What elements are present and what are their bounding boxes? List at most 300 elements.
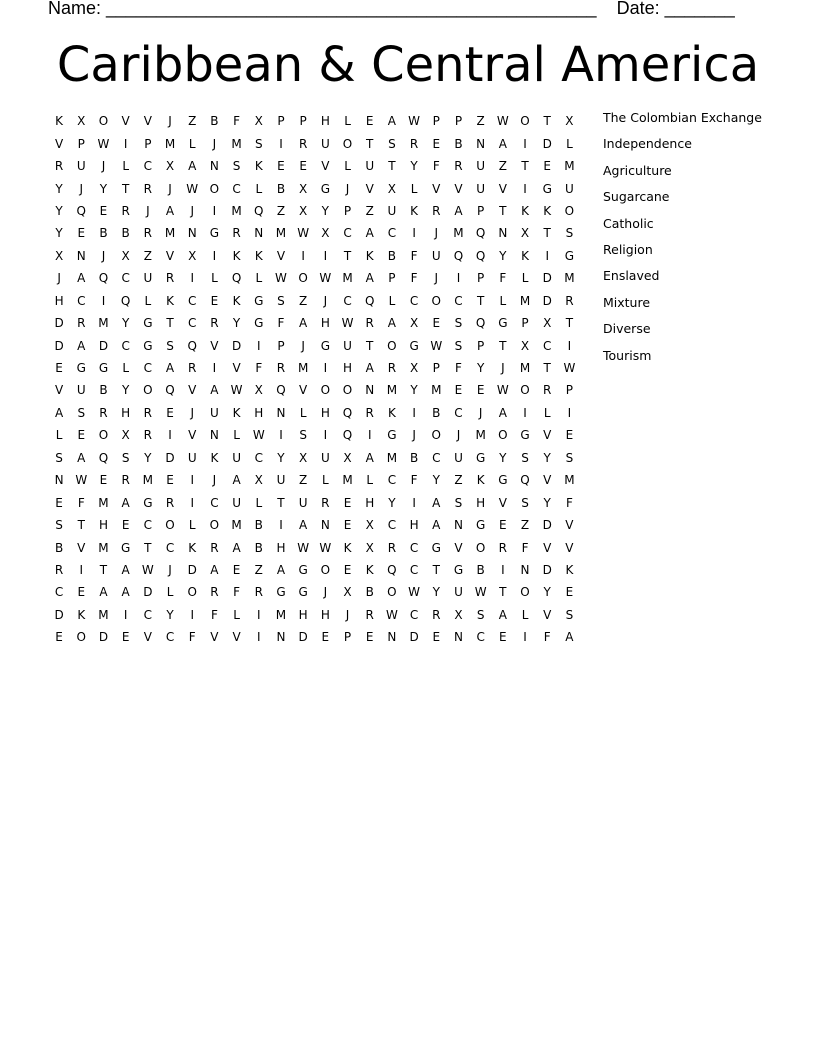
grid-letter[interactable]: X (520, 338, 530, 353)
grid-letter[interactable]: H (365, 495, 375, 510)
grid-letter[interactable]: L (521, 271, 529, 286)
grid-letter[interactable]: D (409, 630, 419, 645)
grid-letter[interactable]: R (77, 316, 86, 331)
grid-letter[interactable]: Q (165, 383, 175, 398)
grid-letter[interactable]: Z (476, 114, 485, 129)
grid-letter[interactable]: A (121, 495, 130, 510)
grid-letter[interactable]: I (412, 405, 416, 420)
grid-letter[interactable]: K (188, 540, 197, 555)
grid-letter[interactable]: V (210, 630, 219, 645)
grid-letter[interactable]: E (343, 518, 352, 533)
grid-letter[interactable]: W (341, 316, 354, 331)
grid-letter[interactable]: Q (475, 248, 486, 263)
grid-letter[interactable]: B (254, 518, 263, 533)
grid-letter[interactable]: C (143, 607, 153, 622)
grid-letter[interactable]: L (166, 585, 174, 600)
grid-letter[interactable]: T (77, 518, 85, 533)
grid-letter[interactable]: X (54, 248, 64, 263)
grid-letter[interactable]: I (79, 562, 84, 577)
grid-letter[interactable]: A (498, 607, 507, 622)
grid-letter[interactable]: I (101, 293, 106, 308)
grid-letter[interactable]: N (476, 136, 486, 151)
grid-letter[interactable]: Z (299, 293, 308, 308)
grid-letter[interactable]: I (190, 473, 194, 488)
grid-letter[interactable]: K (565, 562, 574, 577)
grid-letter[interactable]: G (453, 562, 464, 577)
grid-letter[interactable]: R (321, 495, 330, 510)
grid-letter[interactable]: O (143, 383, 153, 398)
grid-letter[interactable]: I (279, 136, 283, 151)
grid-letter[interactable]: Q (475, 316, 486, 331)
grid-letter[interactable]: S (454, 316, 463, 331)
grid-letter[interactable]: X (254, 473, 263, 488)
grid-letter[interactable]: N (520, 562, 530, 577)
grid-letter[interactable]: Y (55, 226, 63, 241)
grid-letter[interactable]: I (412, 226, 416, 241)
grid-letter[interactable]: C (454, 293, 463, 308)
grid-letter[interactable]: R (143, 428, 153, 443)
grid-letter[interactable]: J (57, 271, 61, 286)
grid-letter[interactable]: Y (55, 203, 63, 218)
grid-letter[interactable]: N (276, 630, 286, 645)
grid-letter[interactable]: G (320, 338, 330, 353)
grid-letter[interactable]: G (254, 316, 264, 331)
grid-letter[interactable]: M (431, 383, 442, 398)
grid-letter[interactable]: R (54, 159, 64, 174)
grid-letter[interactable]: M (564, 271, 575, 286)
grid-letter[interactable]: B (454, 136, 463, 151)
grid-letter[interactable]: I (257, 607, 261, 622)
grid-letter[interactable]: C (143, 159, 153, 174)
grid-letter[interactable]: P (343, 203, 352, 218)
grid-letter[interactable]: C (409, 293, 419, 308)
grid-letter[interactable]: T (166, 316, 174, 331)
grid-letter[interactable]: M (98, 495, 109, 510)
grid-letter[interactable]: A (432, 518, 441, 533)
grid-letter[interactable]: W (252, 428, 265, 443)
grid-letter[interactable]: E (99, 473, 108, 488)
grid-letter[interactable]: X (254, 383, 263, 398)
grid-letter[interactable]: V (77, 540, 86, 555)
grid-letter[interactable]: M (275, 226, 287, 241)
grid-letter[interactable]: W (319, 540, 332, 555)
grid-letter[interactable]: T (499, 338, 507, 353)
grid-letter[interactable]: A (232, 540, 241, 555)
grid-letter[interactable]: R (254, 585, 263, 600)
grid-letter[interactable]: M (475, 428, 486, 443)
grid-letter[interactable]: J (190, 405, 194, 420)
grid-letter[interactable]: T (121, 181, 130, 196)
grid-letter[interactable]: T (543, 114, 551, 129)
grid-letter[interactable]: G (542, 181, 552, 196)
grid-letter[interactable]: M (164, 136, 176, 151)
grid-letter[interactable]: I (523, 136, 527, 151)
grid-letter[interactable]: T (499, 585, 507, 600)
grid-letter[interactable]: X (165, 159, 175, 174)
grid-letter[interactable]: W (141, 562, 154, 577)
grid-letter[interactable]: Z (520, 518, 530, 533)
grid-letter[interactable]: A (498, 136, 507, 151)
grid-letter[interactable]: V (543, 540, 552, 555)
grid-letter[interactable]: O (76, 630, 86, 645)
grid-letter[interactable]: U (210, 405, 219, 420)
grid-letter[interactable]: U (76, 383, 86, 398)
grid-letter[interactable]: F (432, 159, 440, 174)
grid-letter[interactable]: Q (342, 405, 353, 420)
grid-letter[interactable]: H (54, 293, 64, 308)
grid-letter[interactable]: E (343, 495, 352, 510)
grid-letter[interactable]: A (365, 361, 374, 376)
grid-letter[interactable]: B (387, 248, 397, 263)
grid-letter[interactable]: U (320, 136, 330, 151)
grid-letter[interactable]: E (99, 203, 108, 218)
grid-letter[interactable]: I (412, 495, 416, 510)
grid-letter[interactable]: J (456, 428, 461, 443)
grid-letter[interactable]: G (431, 540, 441, 555)
grid-letter[interactable]: C (165, 540, 175, 555)
grid-letter[interactable]: Z (498, 159, 507, 174)
grid-letter[interactable]: E (77, 428, 86, 443)
grid-letter[interactable]: J (190, 203, 194, 218)
grid-letter[interactable]: R (165, 271, 175, 286)
name-blank[interactable]: _________________________________________________ (106, 0, 597, 18)
grid-letter[interactable]: J (101, 159, 106, 174)
grid-letter[interactable]: T (99, 562, 108, 577)
grid-letter[interactable]: X (299, 181, 308, 196)
grid-letter[interactable]: U (565, 181, 574, 196)
grid-letter[interactable]: L (521, 607, 529, 622)
grid-letter[interactable]: D (298, 630, 308, 645)
grid-letter[interactable]: T (543, 226, 551, 241)
grid-letter[interactable]: D (542, 293, 552, 308)
grid-letter[interactable]: G (476, 518, 486, 533)
grid-letter[interactable]: S (565, 450, 574, 465)
grid-letter[interactable]: F (410, 473, 418, 488)
grid-letter[interactable]: I (212, 361, 217, 376)
grid-letter[interactable]: E (166, 473, 174, 488)
grid-letter[interactable]: M (519, 361, 531, 376)
grid-letter[interactable]: O (387, 585, 397, 600)
grid-letter[interactable]: T (388, 159, 396, 174)
grid-letter[interactable]: E (55, 361, 63, 376)
grid-letter[interactable]: W (408, 114, 421, 129)
grid-letter[interactable]: H (409, 518, 419, 533)
grid-letter[interactable]: E (499, 630, 507, 645)
grid-letter[interactable]: H (254, 405, 264, 420)
grid-letter[interactable]: P (454, 114, 463, 129)
grid-letter[interactable]: J (168, 562, 172, 577)
grid-letter[interactable]: R (210, 585, 219, 600)
grid-letter[interactable]: W (408, 585, 421, 600)
grid-letter[interactable]: V (143, 630, 152, 645)
grid-letter[interactable]: C (77, 293, 86, 308)
grid-letter[interactable]: K (521, 203, 529, 218)
grid-letter[interactable]: V (498, 495, 507, 510)
grid-letter[interactable]: E (454, 383, 463, 398)
grid-letter[interactable]: L (344, 159, 351, 174)
grid-letter[interactable]: I (168, 428, 172, 443)
grid-letter[interactable]: X (543, 316, 552, 331)
grid-letter[interactable]: P (521, 316, 529, 331)
grid-letter[interactable]: Q (254, 203, 264, 218)
grid-letter[interactable]: E (321, 630, 330, 645)
grid-letter[interactable]: X (121, 428, 130, 443)
grid-letter[interactable]: B (210, 114, 219, 129)
grid-letter[interactable]: B (254, 540, 263, 555)
grid-letter[interactable]: G (520, 428, 530, 443)
grid-letter[interactable]: Y (55, 181, 63, 196)
grid-letter[interactable]: N (276, 405, 286, 420)
grid-letter[interactable]: C (188, 316, 197, 331)
grid-letter[interactable]: P (432, 114, 440, 129)
grid-letter[interactable]: F (188, 630, 196, 645)
grid-letter[interactable]: A (454, 203, 463, 218)
grid-letter[interactable]: Z (254, 562, 263, 577)
grid-letter[interactable]: N (187, 226, 197, 241)
grid-letter[interactable]: F (410, 271, 418, 286)
grid-letter[interactable]: J (478, 405, 483, 420)
grid-letter[interactable]: G (98, 361, 109, 376)
grid-letter[interactable]: J (301, 338, 305, 353)
grid-letter[interactable]: G (498, 316, 508, 331)
grid-letter[interactable]: H (320, 405, 330, 420)
grid-letter[interactable]: F (521, 540, 529, 555)
grid-letter[interactable]: Q (475, 226, 486, 241)
grid-letter[interactable]: G (276, 585, 286, 600)
grid-letter[interactable]: X (454, 607, 463, 622)
grid-letter[interactable]: J (101, 248, 106, 263)
grid-letter[interactable]: V (165, 248, 175, 263)
grid-letter[interactable]: P (388, 271, 396, 286)
grid-letter[interactable]: D (98, 630, 109, 645)
grid-letter[interactable]: S (565, 607, 574, 622)
grid-letter[interactable]: P (277, 114, 285, 129)
grid-letter[interactable]: A (121, 562, 130, 577)
grid-letter[interactable]: E (232, 562, 241, 577)
grid-letter[interactable]: R (365, 316, 374, 331)
grid-letter[interactable]: Q (187, 338, 197, 353)
grid-letter[interactable]: V (543, 428, 552, 443)
grid-letter[interactable]: H (320, 316, 330, 331)
grid-letter[interactable]: T (499, 203, 507, 218)
grid-letter[interactable]: A (210, 562, 219, 577)
grid-letter[interactable]: C (409, 562, 419, 577)
grid-letter[interactable]: I (323, 428, 328, 443)
grid-letter[interactable]: C (254, 450, 263, 465)
grid-letter[interactable]: C (121, 271, 130, 286)
grid-letter[interactable]: B (54, 540, 64, 555)
grid-letter[interactable]: I (212, 248, 217, 263)
grid-letter[interactable]: B (121, 226, 130, 241)
grid-letter[interactable]: D (542, 271, 552, 286)
grid-letter[interactable]: K (365, 562, 374, 577)
grid-letter[interactable]: W (319, 271, 332, 286)
grid-letter[interactable]: G (143, 338, 153, 353)
grid-letter[interactable]: U (431, 248, 441, 263)
grid-letter[interactable]: E (121, 630, 130, 645)
grid-letter[interactable]: S (254, 136, 263, 151)
grid-letter[interactable]: M (386, 383, 398, 398)
grid-letter[interactable]: C (476, 630, 485, 645)
grid-letter[interactable]: A (121, 585, 130, 600)
grid-letter[interactable]: Y (410, 159, 418, 174)
grid-letter[interactable]: V (432, 181, 441, 196)
grid-letter[interactable]: C (121, 338, 130, 353)
grid-letter[interactable]: B (276, 181, 286, 196)
grid-letter[interactable]: S (521, 495, 529, 510)
grid-letter[interactable]: N (498, 226, 508, 241)
grid-letter[interactable]: J (168, 181, 172, 196)
grid-letter[interactable]: L (499, 293, 507, 308)
grid-letter[interactable]: Z (188, 114, 197, 129)
grid-letter[interactable]: V (543, 607, 552, 622)
grid-letter[interactable]: T (432, 562, 440, 577)
grid-letter[interactable]: T (144, 540, 152, 555)
grid-letter[interactable]: W (97, 136, 110, 151)
grid-letter[interactable]: R (121, 203, 130, 218)
grid-letter[interactable]: R (143, 181, 153, 196)
grid-letter[interactable]: W (230, 383, 243, 398)
grid-letter[interactable]: N (387, 630, 397, 645)
grid-letter[interactable]: Y (166, 607, 174, 622)
grid-letter[interactable]: O (520, 383, 530, 398)
grid-letter[interactable]: A (165, 203, 175, 218)
grid-letter[interactable]: I (123, 136, 128, 151)
grid-letter[interactable]: S (77, 405, 86, 420)
grid-letter[interactable]: M (297, 361, 309, 376)
grid-letter[interactable]: K (365, 248, 374, 263)
grid-letter[interactable]: H (320, 114, 330, 129)
grid-letter[interactable]: S (299, 428, 307, 443)
grid-letter[interactable]: P (477, 203, 485, 218)
grid-letter[interactable]: I (190, 495, 194, 510)
grid-letter[interactable]: F (77, 495, 85, 510)
grid-letter[interactable]: H (298, 607, 308, 622)
grid-letter[interactable]: A (276, 562, 286, 577)
grid-letter[interactable]: P (432, 361, 440, 376)
grid-letter[interactable]: R (409, 136, 419, 151)
grid-letter[interactable]: D (143, 585, 153, 600)
grid-letter[interactable]: O (342, 136, 353, 151)
grid-letter[interactable]: S (388, 136, 396, 151)
grid-letter[interactable]: S (121, 450, 130, 465)
grid-letter[interactable]: E (77, 226, 86, 241)
grid-letter[interactable]: Q (342, 428, 353, 443)
grid-letter[interactable]: M (519, 293, 531, 308)
grid-letter[interactable]: A (99, 585, 108, 600)
grid-letter[interactable]: Z (299, 473, 308, 488)
grid-letter[interactable]: R (165, 495, 175, 510)
grid-letter[interactable]: N (54, 473, 64, 488)
grid-letter[interactable]: E (432, 630, 441, 645)
grid-letter[interactable]: G (476, 450, 486, 465)
grid-letter[interactable]: E (343, 562, 352, 577)
grid-letter[interactable]: N (76, 248, 86, 263)
grid-letter[interactable]: K (410, 203, 419, 218)
grid-letter[interactable]: I (523, 405, 527, 420)
grid-letter[interactable]: U (276, 473, 286, 488)
grid-letter[interactable]: R (121, 473, 130, 488)
grid-letter[interactable]: J (212, 473, 217, 488)
grid-letter[interactable]: D (165, 450, 175, 465)
grid-letter[interactable]: Y (543, 585, 551, 600)
grid-letter[interactable]: S (476, 607, 485, 622)
grid-letter[interactable]: V (232, 361, 241, 376)
grid-letter[interactable]: T (476, 293, 485, 308)
grid-letter[interactable]: M (564, 159, 575, 174)
grid-letter[interactable]: W (496, 383, 509, 398)
grid-letter[interactable]: M (564, 473, 575, 488)
grid-letter[interactable]: P (299, 114, 307, 129)
grid-letter[interactable]: K (232, 293, 241, 308)
grid-letter[interactable]: U (232, 495, 241, 510)
grid-letter[interactable]: L (344, 114, 351, 129)
grid-letter[interactable]: L (255, 271, 263, 286)
grid-letter[interactable]: J (323, 585, 328, 600)
grid-letter[interactable]: Y (410, 383, 418, 398)
grid-letter[interactable]: O (320, 383, 331, 398)
grid-letter[interactable]: E (499, 518, 507, 533)
grid-letter[interactable]: C (432, 450, 441, 465)
grid-letter[interactable]: S (166, 338, 174, 353)
grid-letter[interactable]: D (54, 607, 64, 622)
grid-letter[interactable]: L (188, 518, 196, 533)
grid-letter[interactable]: V (321, 159, 330, 174)
grid-letter[interactable]: O (431, 293, 441, 308)
grid-letter[interactable]: G (143, 316, 153, 331)
grid-letter[interactable]: L (188, 136, 196, 151)
grid-letter[interactable]: K (254, 248, 263, 263)
grid-letter[interactable]: M (98, 316, 109, 331)
grid-letter[interactable]: U (298, 495, 308, 510)
grid-letter[interactable]: V (188, 383, 197, 398)
grid-letter[interactable]: M (231, 518, 242, 533)
grid-letter[interactable]: V (54, 136, 64, 151)
grid-letter[interactable]: R (232, 226, 241, 241)
grid-letter[interactable]: A (77, 338, 86, 353)
grid-letter[interactable]: Y (388, 495, 396, 510)
grid-letter[interactable]: A (77, 450, 86, 465)
grid-letter[interactable]: U (143, 271, 153, 286)
grid-letter[interactable]: L (255, 495, 263, 510)
grid-letter[interactable]: A (232, 473, 241, 488)
grid-letter[interactable]: U (454, 450, 463, 465)
grid-letter[interactable]: K (387, 405, 396, 420)
grid-letter[interactable]: Q (231, 271, 242, 286)
grid-letter[interactable]: M (342, 473, 353, 488)
grid-letter[interactable]: X (520, 226, 530, 241)
grid-letter[interactable]: I (323, 248, 328, 263)
grid-letter[interactable]: B (365, 585, 374, 600)
grid-letter[interactable]: Y (277, 450, 285, 465)
grid-letter[interactable]: W (563, 361, 576, 376)
grid-letter[interactable]: W (385, 607, 398, 622)
grid-letter[interactable]: O (209, 181, 220, 196)
grid-letter[interactable]: L (566, 136, 573, 151)
grid-letter[interactable]: N (254, 226, 264, 241)
grid-letter[interactable]: B (409, 450, 419, 465)
grid-letter[interactable]: K (232, 405, 241, 420)
grid-letter[interactable]: J (345, 607, 350, 622)
grid-letter[interactable]: Y (144, 450, 152, 465)
grid-letter[interactable]: R (432, 203, 441, 218)
grid-letter[interactable]: S (565, 226, 574, 241)
grid-letter[interactable]: M (342, 271, 353, 286)
grid-letter[interactable]: J (323, 293, 328, 308)
grid-letter[interactable]: T (366, 338, 374, 353)
grid-letter[interactable]: S (521, 450, 529, 465)
grid-letter[interactable]: G (564, 248, 575, 263)
